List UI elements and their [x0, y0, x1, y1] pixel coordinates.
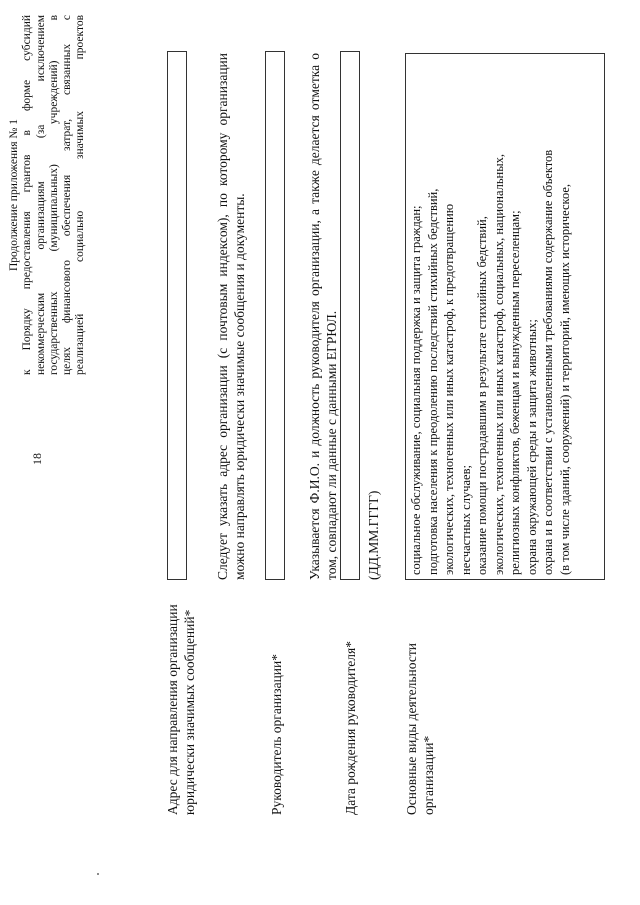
header-line: реализацией социально значимых проектов — [74, 15, 87, 375]
head-hint: Указывается Ф.И.О. и должность руководителя организации, а также делается отметка о том, совпадают ли данные с данными ЕГРЮЛ. — [307, 53, 339, 580]
birthdate-input[interactable] — [340, 51, 360, 580]
scan-speck — [97, 873, 99, 875]
head-input[interactable] — [265, 51, 285, 580]
list-item: экологических, техногенных или иных катастроф, социальных, национальных, — [491, 153, 506, 575]
list-item: религиозных конфликтов, беженцам и вынужденным переселенцам; — [508, 210, 522, 575]
list-item: оказание помощи пострадавшим в результате стихийных бедствий, — [475, 216, 489, 575]
header-line: к Порядку предоставления грантов в форме субсидий — [21, 15, 34, 375]
header-line: целях финансового обеспечения затрат, связанных с — [61, 15, 74, 375]
list-item: социальное обслуживание, социальная поддержка и защита граждан; — [409, 205, 423, 575]
address-label: Адрес для направления организации юридически значимых сообщений* — [165, 604, 197, 815]
activities-list[interactable] — [405, 53, 605, 580]
header-continuation: Продолжение приложения № 1 — [8, 118, 20, 272]
address-input[interactable] — [167, 51, 187, 580]
activities-label: Основные виды деятельности организации* — [404, 643, 436, 815]
header-line: некоммерческим организациям (за исключением — [34, 15, 47, 375]
list-item: экологических, техногенных или иных катастроф, к предотвращению — [442, 203, 456, 575]
appendix-header — [8, 15, 88, 375]
list-item: охрана окружающей среды и защита животных; — [524, 319, 539, 575]
list-item: охрана и в соответствии с установленными требованиями содержание объектов — [541, 149, 555, 575]
birthdate-label: Дата рождения руководителя* — [343, 641, 358, 815]
header-line: государственных (муниципальных) учреждений) в — [47, 15, 60, 375]
page-number: 18 — [30, 453, 44, 465]
list-item: подготовка населения к преодолению последствий стихийных бедствий, — [425, 188, 440, 575]
head-label: Руководитель организации* — [269, 653, 284, 815]
address-hint: Следует указать адрес организации (с почтовым индексом), по которому организации можно направлять юридически значимые сообщения и документы. — [215, 53, 247, 580]
list-item: (в том числе зданий, сооружений) и территорий, имеющих историческое, — [557, 183, 572, 575]
list-item: несчастных случаев; — [458, 465, 473, 575]
birthdate-format: (ДД.ММ.ГГГГ) — [366, 490, 381, 580]
